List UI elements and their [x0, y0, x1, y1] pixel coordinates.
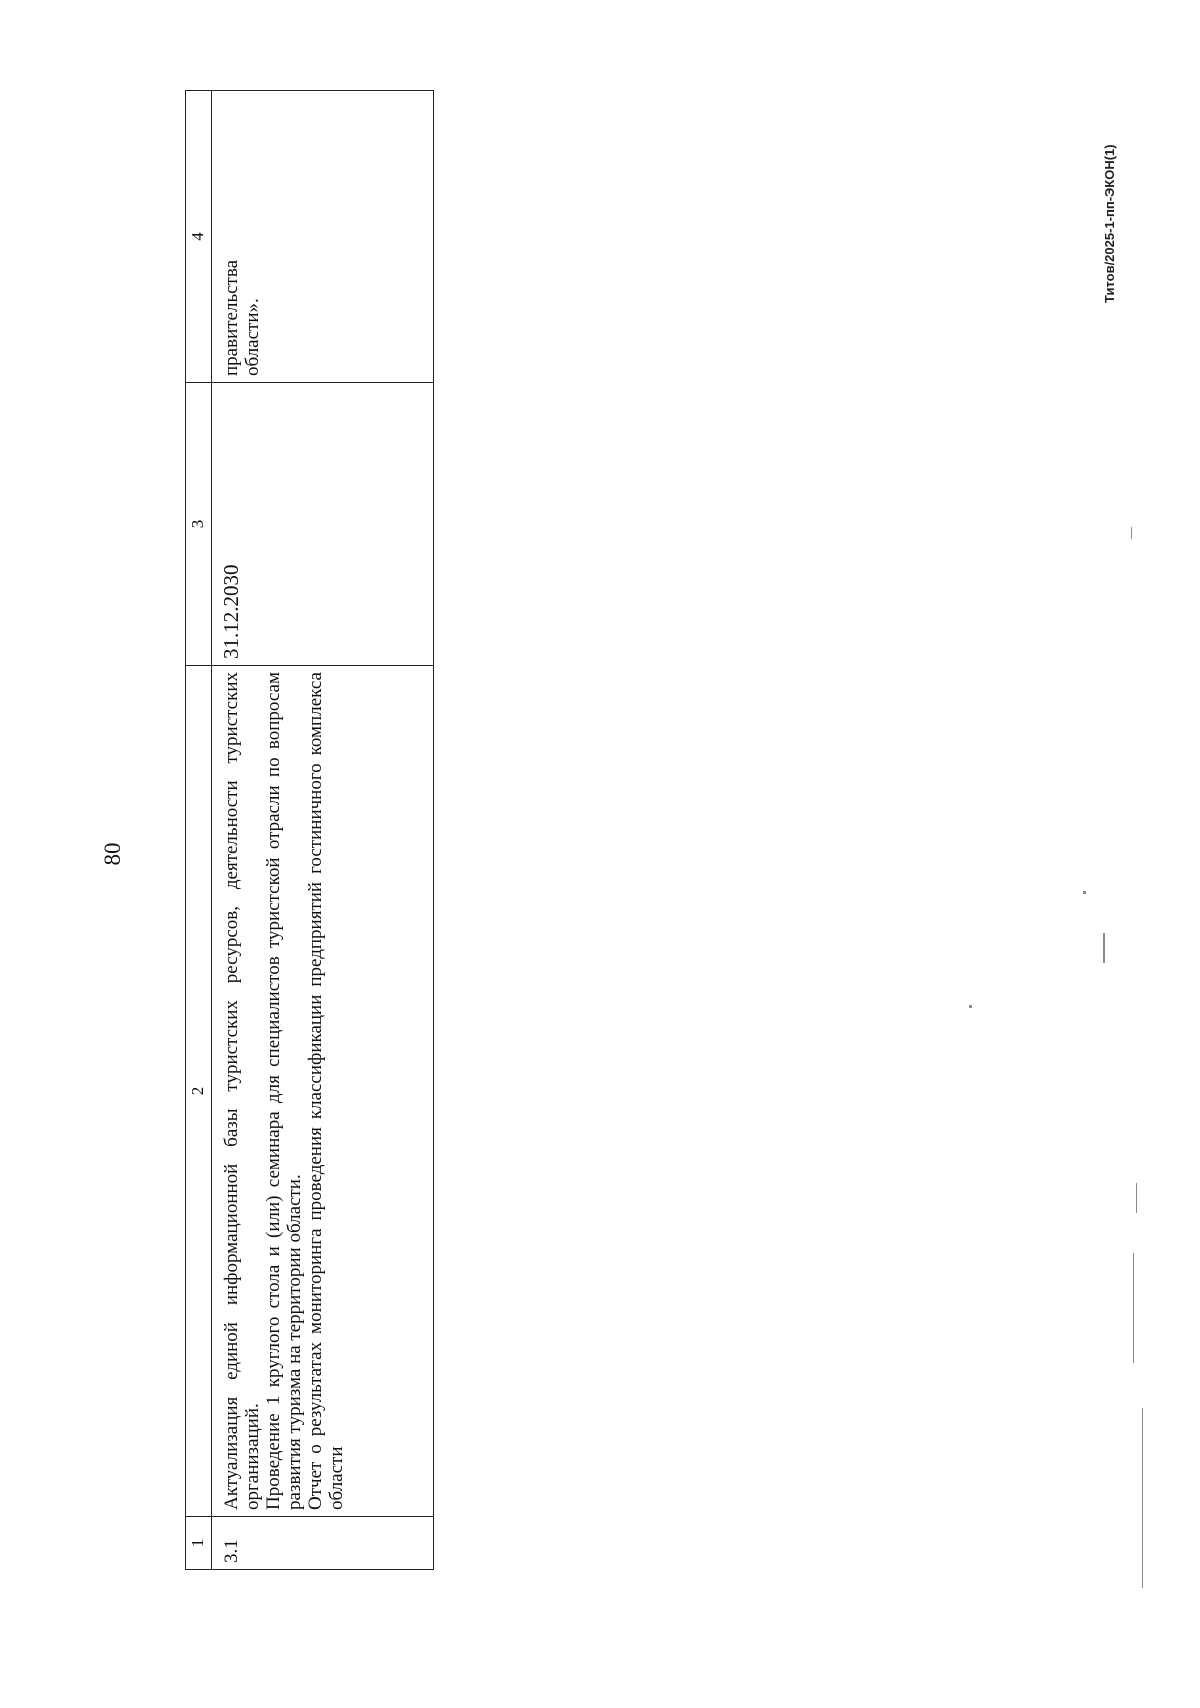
responsible-cell [212, 91, 434, 383]
scan-mark-line [1103, 933, 1105, 963]
table-header-row [186, 91, 212, 1570]
description-paragraph-1: Актуализация единой информационной базы туристских ресурсов, деятельности туристских организаций. [221, 672, 263, 1510]
table-row [212, 91, 434, 1570]
scan-mark-line [1131, 527, 1132, 539]
description-paragraph-3: Отчет о результатах мониторинга проведения классификации предприятий гостиничного комплекса области [305, 672, 347, 1510]
header-cell-4: 4 [186, 91, 212, 383]
scan-mark-dot [1083, 891, 1086, 894]
header-cell-2: 2 [186, 666, 212, 1517]
deadline-cell: 31.12.2030 [212, 383, 434, 666]
responsible-line-2: области». [242, 298, 263, 376]
description-paragraph-2: Проведение 1 круглого стола и (или) семинара для специалистов туристской отрасли по вопросам развития туризма на территории области. [263, 672, 305, 1510]
header-cell-3: 3 [186, 383, 212, 666]
row-number-cell: 3.1 [212, 1517, 434, 1570]
description-cell [212, 666, 434, 1517]
plan-table [185, 90, 434, 1570]
scan-mark-dot [969, 1005, 972, 1008]
scan-mark-line [1142, 1408, 1143, 1588]
document-code: Титов/2025-1-пп-ЭКОН(1) [1102, 144, 1117, 303]
page-number: 80 [100, 842, 125, 866]
scan-mark-line [1133, 1253, 1134, 1363]
header-cell-1: 1 [186, 1517, 212, 1570]
scan-mark-line [1136, 1183, 1137, 1213]
responsible-line-1: правительства [221, 259, 242, 376]
